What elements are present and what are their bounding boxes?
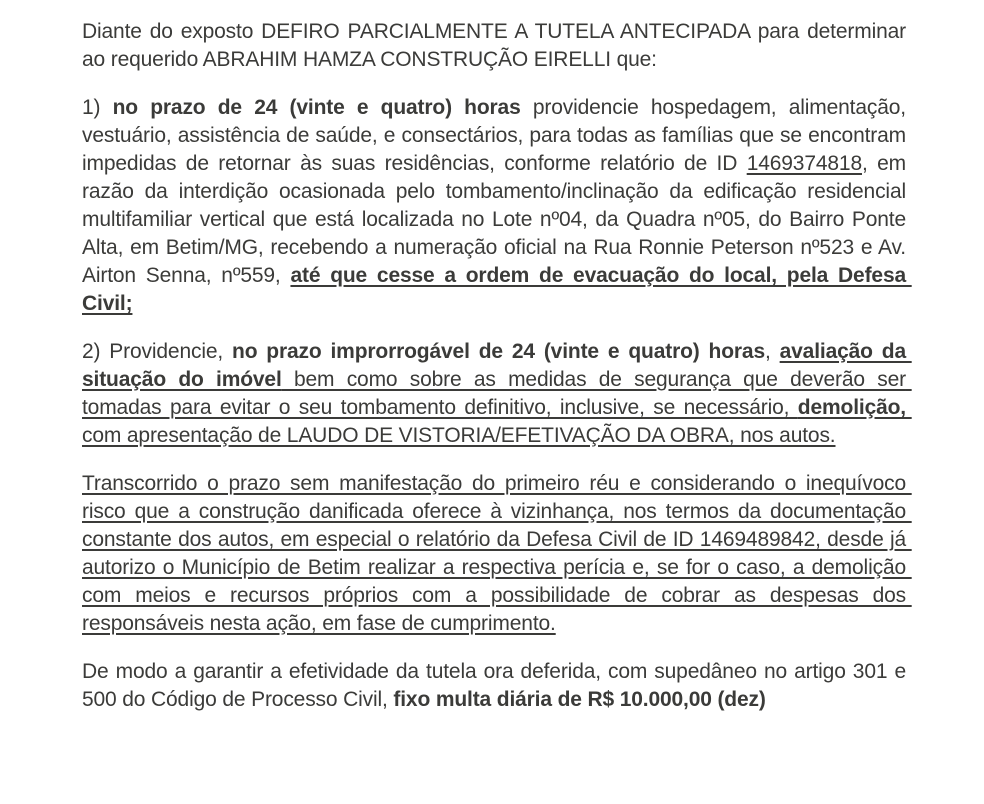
paragraph-item-3 [82, 470, 912, 638]
text-run-normal: providencie hospedagem, alimentação, vestuário, assistência de saúde, e consectários, para todas as famílias que se encontram impedidas de retornar às suas residências, conforme relatório de ID [82, 96, 912, 175]
text-run-bold-underline: avaliação da situação do imóvel [82, 340, 912, 391]
text-run-underline: 1469374818 [746, 152, 862, 175]
text-run-normal: Diante do exposto DEFIRO PARCIALMENTE A TUTELA ANTECIPADA para determinar ao requerido ABRAHIM HAMZA CONSTRUÇÃO EIRELLI que: [82, 20, 912, 71]
text-run-normal: , em razão da interdição ocasionada pelo tombamento/inclinação da edificação residencial multifamiliar vertical que está localizada no Lote nº04, da Quadra nº05, do Bairro Ponte Alta, em Betim/MG, recebendo a numeração oficial na Rua Ronnie Peterson nº523 e Av. Airton Senna, nº559, [82, 152, 912, 287]
paragraph-item-4 [82, 658, 912, 714]
text-run-normal: De modo a garantir a efetividade da tutela ora deferida, com supedâneo no artigo 301 e 500 do Código de Processo Civil, [82, 660, 912, 711]
text-run-underline: com apresentação de LAUDO DE VISTORIA/EFETIVAÇÃO DA OBRA, nos autos. [82, 396, 912, 447]
text-run-normal: 2) Providencie, [82, 340, 233, 363]
paragraph-intro [82, 18, 912, 74]
text-run-bold: no prazo improrrogável de 24 (vinte e quatro) horas [232, 340, 765, 363]
text-run-bold: fixo multa diária de R$ 10.000,00 (dez) [393, 688, 766, 711]
paragraph-item-2 [82, 338, 912, 450]
text-run-underline: bem como sobre as medidas de segurança que deverão ser tomadas para evitar o seu tombamento definitivo, inclusive, se necessário, [82, 368, 912, 419]
text-run-normal: 1) [82, 96, 113, 119]
text-run-underline: Transcorrido o prazo sem manifestação do primeiro réu e considerando o inequívoco risco que a construção danificada oferece à vizinhança, nos termos da documentação constante dos autos, em especial o relatório da Defesa Civil de ID 1469489842, desde já autorizo o Município de Betim realizar a respectiva perícia e, se for o caso, a demolição com meios e recursos próprios com a possibilidade de cobrar as despesas dos responsáveis nesta ação, em fase de cumprimento. [82, 472, 912, 635]
text-run-normal: , [765, 340, 780, 363]
paragraph-item-1 [82, 94, 912, 318]
text-run-bold-underline: demolição, [797, 396, 906, 419]
text-run-bold: no prazo de 24 (vinte e quatro) horas [112, 96, 521, 119]
text-run-bold-underline: até que cesse a ordem de evacuação do local, pela Defesa Civil; [82, 264, 912, 315]
